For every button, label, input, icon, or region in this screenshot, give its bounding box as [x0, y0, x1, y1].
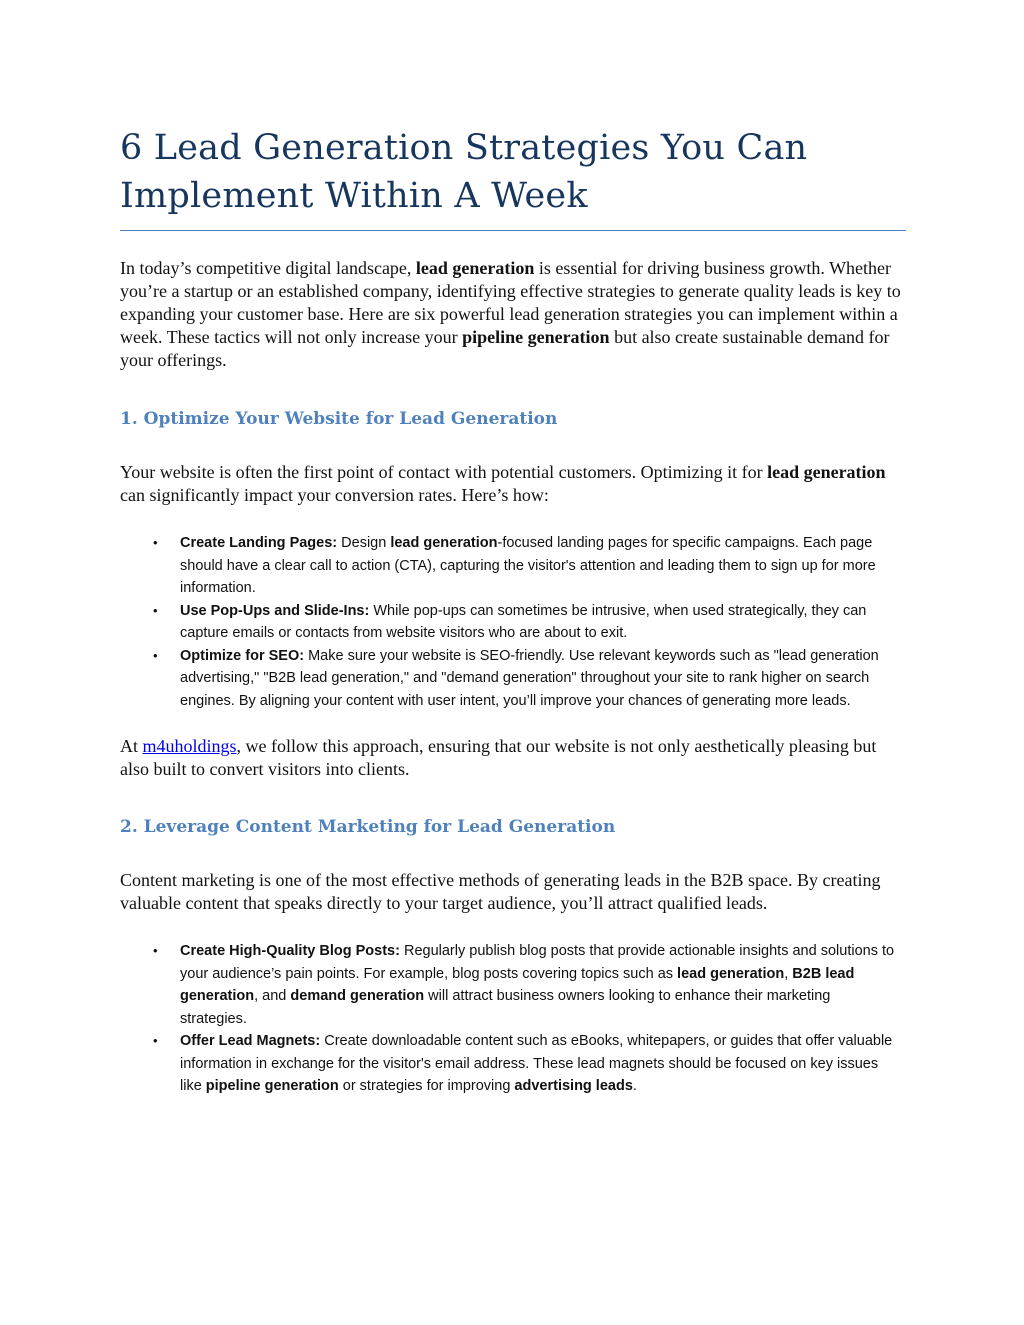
closing-text: At	[120, 736, 143, 756]
list-item-bold: B2B lead generation	[180, 965, 855, 1004]
section-2-bullet-list	[120, 940, 906, 1098]
list-item-bold: lead generation	[677, 965, 785, 982]
section-1-paragraph	[120, 461, 906, 507]
intro-text: but also create sustainable demand for your offerings.	[120, 327, 890, 370]
list-item	[120, 940, 906, 1030]
section-1-bullet-list	[120, 532, 906, 712]
list-item-bold: demand generation	[290, 988, 425, 1004]
list-item-text: ,	[784, 965, 793, 982]
list-item-text: Make sure your website is SEO-friendly. Use relevant keywords such as "lead generation advertising," "B2B lead generation," and "demand generation" throughout your site to rank higher on search engines. By aligning your content with user intent, you’ll improve your chances of generating more leads.	[180, 647, 879, 709]
list-item	[120, 600, 906, 645]
list-item-bold: pipeline generation	[205, 1078, 339, 1094]
list-item-text: -focused landing pages for specific campaigns. Each page should have a clear call to action (CTA), capturing the visitor's attention and leading them to sign up for more information.	[180, 535, 876, 596]
list-item-text: will attract business owners looking to enhance their marketing strategies.	[180, 988, 831, 1027]
list-item-text: Regularly publish blog posts that provide actionable insights and solutions to your audience’s pain points. For example, blog posts covering topics such as	[180, 943, 895, 982]
section-1-text: can significantly impact your conversion rates. Here’s how:	[120, 485, 549, 505]
list-item-text: Design	[337, 535, 391, 551]
title-divider	[120, 230, 906, 231]
section-1-heading: 1. Optimize Your Website for Lead Generation	[120, 409, 558, 429]
bullet-icon: •	[153, 602, 158, 618]
intro-paragraph	[120, 257, 906, 372]
section-2-paragraph: Content marketing is one of the most effective methods of generating leads in the B2B space. By creating valuable content that speaks directly to your target audience, you’ll attract qualified leads.	[120, 870, 881, 913]
bullet-icon: •	[153, 535, 158, 550]
section-1-closing-paragraph	[120, 735, 906, 781]
section-1-bold: lead generation	[767, 462, 886, 482]
bullet-icon: •	[153, 647, 158, 663]
list-item-text: , and	[254, 988, 291, 1004]
list-item-text: .	[632, 1078, 637, 1094]
list-item-bold: advertising leads	[514, 1078, 633, 1094]
document-page	[120, 0, 906, 1098]
list-item	[120, 1030, 906, 1098]
list-item-label: Offer Lead Magnets:	[180, 1033, 321, 1049]
intro-text: In today’s competitive digital landscape,	[120, 258, 416, 278]
bullet-icon: •	[153, 1033, 158, 1048]
list-item-bold: lead generation	[390, 535, 498, 551]
list-item-text: or strategies for improving	[338, 1078, 515, 1094]
list-item-label: Optimize for SEO:	[180, 647, 305, 664]
list-item-text: Create downloadable content such as eBooks, whitepapers, or guides that offer valuable information in exchange for the visitor's email address. These lead magnets should be focused on key issues like	[180, 1033, 893, 1094]
section-1-text: Your website is often the first point of contact with potential customers. Optimizing it for	[120, 462, 768, 482]
bullet-icon: •	[153, 943, 158, 958]
page-title: 6 Lead Generation Strategies You Can Implement Within A Week	[120, 128, 808, 216]
list-item	[120, 645, 906, 713]
section-2-heading: 2. Leverage Content Marketing for Lead Generation	[120, 817, 616, 837]
intro-bold: lead generation	[415, 258, 535, 278]
list-item-text: While pop-ups can sometimes be intrusive, when used strategically, they can capture emails or contacts from website visitors who are about to exit.	[180, 602, 867, 641]
closing-text: , we follow this approach, ensuring that our website is not only aesthetically pleasing but also built to convert visitors into clients.	[120, 736, 877, 779]
list-item-label: Create Landing Pages:	[180, 535, 338, 551]
list-item	[120, 532, 906, 600]
list-item-label: Create High-Quality Blog Posts:	[180, 943, 400, 959]
intro-text: is essential for driving business growth. Whether you’re a startup or an established company, identifying effective strategies to generate quality leads is key to expanding your customer base. Here are six powerful lead generation strategies you can implement within a week. These tactics will not only increase your	[120, 258, 901, 347]
list-item-label: Use Pop-Ups and Slide-Ins:	[180, 602, 370, 619]
intro-bold: pipeline generation	[462, 327, 610, 347]
m4uholdings-link[interactable]: m4uholdings	[142, 736, 237, 756]
